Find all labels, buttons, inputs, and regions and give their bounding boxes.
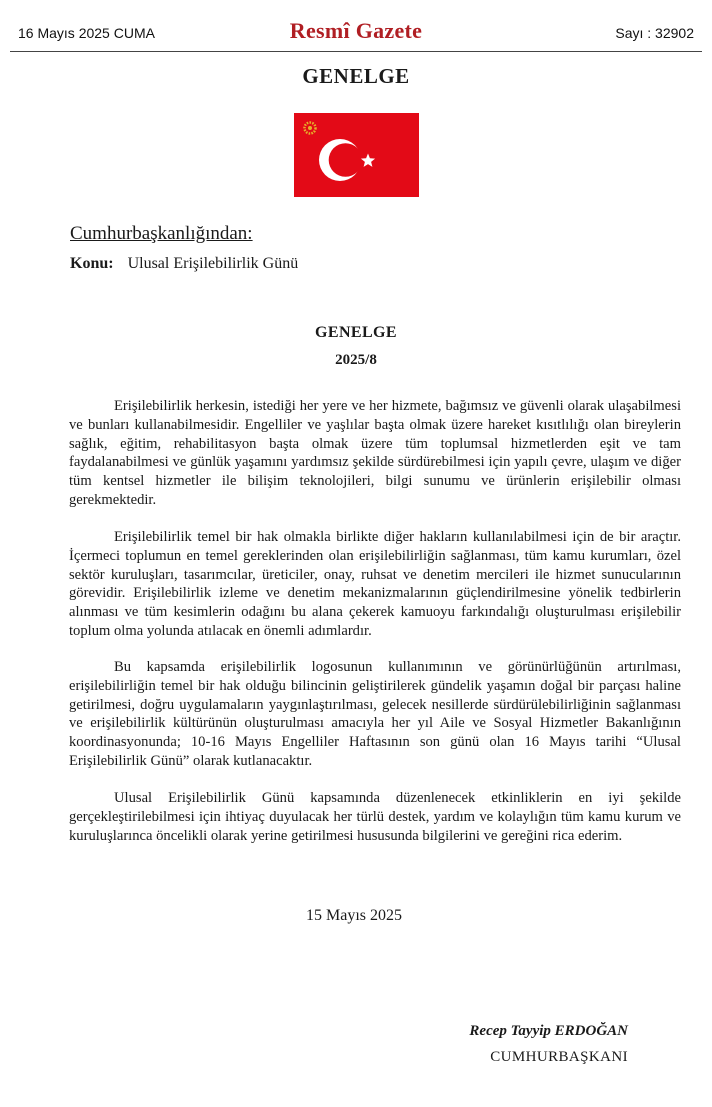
gazette-header	[0, 0, 712, 50]
signer-name: Recep Tayyip ERDOĞAN	[469, 1023, 628, 1039]
issuing-authority: Cumhurbaşkanlığından:	[70, 223, 253, 244]
circular-title: GENELGE	[315, 324, 397, 341]
issue-number: Sayı : 32902	[615, 25, 694, 41]
turkish-flag-icon	[294, 113, 419, 197]
subject-line	[70, 255, 298, 273]
subject-label: Konu:	[70, 255, 114, 272]
body-paragraph: Ulusal Erişilebilirlik Günü kapsamında düzenlenecek etkinliklerin en iyi şekilde gerçekleştirilebilmesi için ihtiyaç duyulacak her türlü destek, yardım ve kolaylığın tüm kamu kurum ve kuruluşlarınca öncelikli olarak yerine getirilmesi hususunda bilgilerini ve gereğini rica ederim.	[69, 790, 681, 844]
body-paragraph: Bu kapsamda erişilebilirlik logosunun kullanımının ve görünürlüğünün artırılması, erişilebilirliğin temel bir hak olduğu bilincinin geliştirilerek gündelik yaşamın doğal bir parçası haline getirilmesi, doğru uygulamaların yaygınlaştırılması, gelecek nesillerde sürdürülebilirliğinin sağlanması ve erişilebilirlik kültürünün oluşturulması amacıyla her yıl Aile ve Sosyal Hizmetler Bakanlığının koordinasyonunda; 10-16 Mayıs Engelliler Haftasının son günü olan 16 Mayıs tarihi “Ulusal Erişilebilirlik Günü” olarak kutlanacaktır.	[69, 659, 681, 769]
signer-title: CUMHURBAŞKANI	[490, 1049, 628, 1065]
publication-title: Resmî Gazete	[289, 18, 423, 43]
document-date: 15 Mayıs 2025	[306, 907, 402, 924]
header-date: 16 Mayıs 2025 CUMA	[18, 25, 155, 41]
body-paragraph: Erişilebilirlik temel bir hak olmakla birlikte diğer hakların kullanılabilmesi için de bir araçtır. İçermeci toplumun en temel gereklerinden olan erişilebilirliğin sağlanması, tüm kamu kurumları, özel sektör kuruluşları, tasarımcılar, üreticiler, onay, ruhsat ve denetim mercileri ile hizmet sunucularının görevidir. Erişilebilirlik izleme ve denetim mekanizmalarının güçlendirilmesine yönelik tedbirlerin alınması ve tüm kesimlerin odağını bu alana çekerek kamuoyu farkındalığı oluşturulması erişilebilir toplum olma yolunda atılacak en önemli adımlardır.	[69, 529, 681, 639]
body-paragraph: Erişilebilirlik herkesin, istediği her yere ve her hizmete, bağımsız ve güvenli olarak ulaşabilmesi ve bunları kullanabilmesidir. Engelliler ve yaşlılar başta olmak üzere hareket kısıtlılığı olan bireylerin sağlık, eğitim, rehabilitasyon başta olmak üzere tüm toplumsal hizmetlerden eşit ve tam faydalanabilmesi ve günlük yaşamını yardımsız şekilde sürdürebilmesi için yapılı çevre, ulaşım ve diğer tüm kentsel hizmetler ile bilişim teknolojileri, bilgi sunumu ve ürünlerin erişilebilir olması gerekmektedir.	[69, 398, 681, 508]
circular-number: 2025/8	[335, 352, 377, 368]
subject-value: Ulusal Erişilebilirlik Günü	[127, 255, 299, 272]
document-type-title: GENELGE	[302, 64, 410, 88]
header-divider	[10, 51, 702, 52]
